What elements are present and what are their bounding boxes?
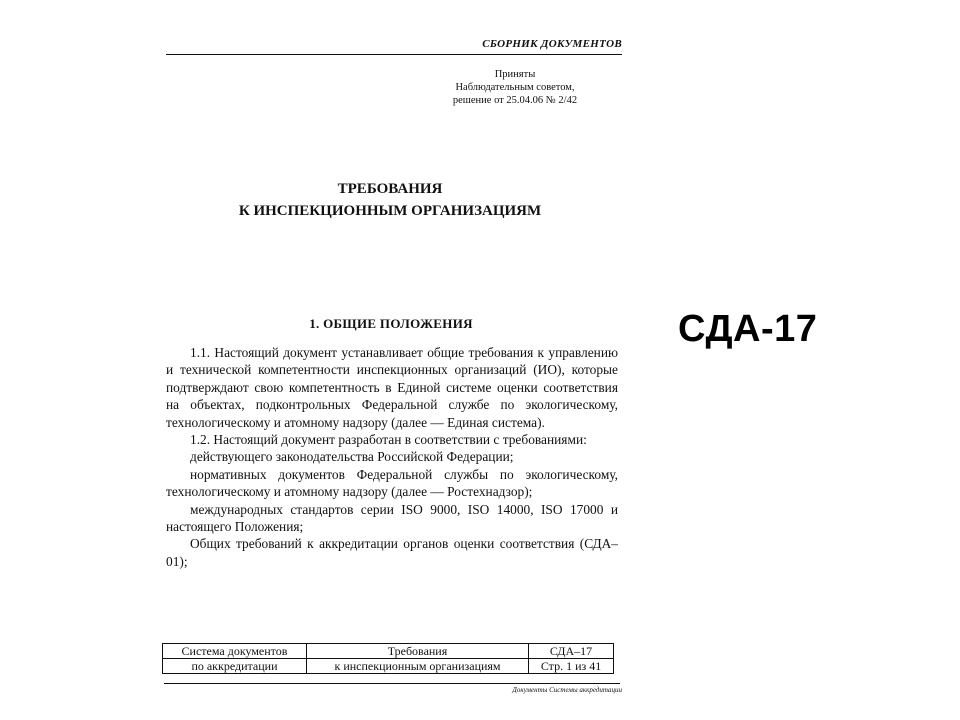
- approval-line-3: решение от 25.04.06 № 2/42: [452, 95, 578, 106]
- approval-block: [410, 68, 620, 107]
- footer-title-cell-2: к инспекционным организациям: [306, 659, 528, 674]
- document-title: [200, 178, 580, 222]
- paragraph-1-1: 1.1. Настоящий документ устанавливает общие требования к управлению и технической компетентности инспекционных организаций (ИО), которые подтверждают свою компетентность в Единой системе оценки соответствия на объектах, подконтрольных Федеральной службе по экологическому, технологическому и атомному надзору (далее — Единая система).: [166, 345, 618, 430]
- requirement-item: нормативных документов Федеральной службы по экологическому, технологическому и атомному надзору (далее — Ростехнадзор);: [166, 466, 618, 500]
- document-code-badge: СДА-17: [678, 308, 818, 350]
- footer-page-cell: Стр. 1 из 41: [529, 659, 614, 674]
- footer-system-cell-1: Система документов: [163, 644, 307, 659]
- paragraph-1-2: 1.2. Настоящий документ разработан в соответствии с требованиями:: [190, 432, 587, 448]
- title-line-1: ТРЕБОВАНИЯ: [337, 181, 443, 197]
- footer-table: [162, 643, 614, 674]
- footer-title-cell-1: Требования: [306, 644, 528, 659]
- footer-note: Документы Системы аккредитации: [512, 686, 622, 694]
- document-page: [160, 36, 622, 716]
- approval-line-1: Приняты: [494, 69, 536, 80]
- collection-header: СБОРНИК ДОКУМЕНТОВ: [482, 38, 622, 50]
- body-text: [166, 344, 618, 570]
- requirement-item: международных стандартов серии ISO 9000, ISO 14000, ISO 17000 и настоящего Положения;: [166, 501, 618, 535]
- footer-system-cell-2: по аккредитации: [163, 659, 307, 674]
- title-line-2: К ИНСПЕКЦИОННЫМ ОРГАНИЗАЦИЯМ: [238, 203, 542, 219]
- section-heading: 1. ОБЩИЕ ПОЛОЖЕНИЯ: [309, 316, 473, 331]
- approval-line-2: Наблюдательным советом,: [455, 82, 575, 93]
- requirement-item: Общих требований к аккредитации органов оценки соответствия (СДА–01);: [166, 536, 618, 569]
- footer-code-cell: СДА–17: [529, 644, 614, 659]
- header-rule: [166, 54, 622, 55]
- requirement-item: действующего законодательства Российской Федерации;: [190, 449, 514, 465]
